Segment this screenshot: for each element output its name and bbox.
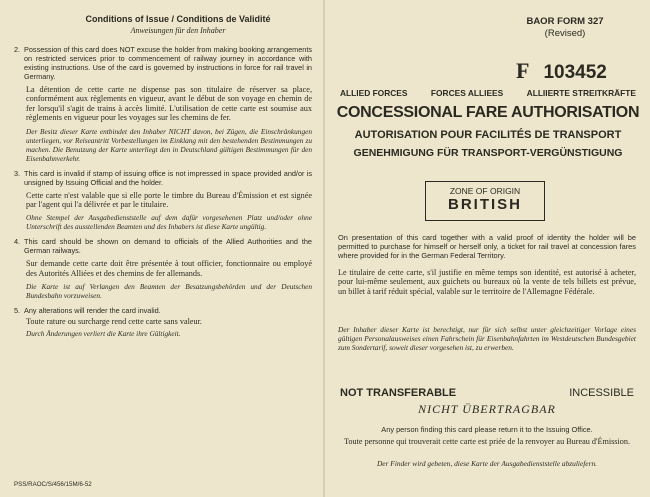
nicht-uebertragbar-de: NICHT ÜBERTRAGBAR bbox=[418, 402, 556, 416]
return-notice-de: Der Finder wird gebeten, diese Karte der Ausgabedienststelle abzuliefern. bbox=[376, 459, 598, 468]
forces-de: ALLIIERTE STREITKRÄFTE bbox=[526, 88, 636, 98]
conditions-subheading: Anweisungen für den Inhaber bbox=[130, 26, 226, 35]
form-name: BAOR FORM 327 bbox=[526, 16, 604, 27]
return-notice-en: Any person finding this card please return it to the Issuing Office. bbox=[381, 425, 593, 434]
return-notice-fr: Toute personne qui trouverait cette carte est priée de la renvoyer au Bureau d'Émission. bbox=[344, 437, 630, 446]
condition-text-fr: La détention de cette carte ne dispense pas son titulaire de réserver sa place, conformément aux règlements en vigueur, avant le début de son voyage en chemin de fer lorsqu'il s'agit de trains à accès limité. L'utilisation de cette carte est soumise aux règlements en vigueur pour les voyages sur les chemins de fer. bbox=[26, 85, 312, 123]
forces-row bbox=[340, 88, 636, 98]
fold-line bbox=[323, 0, 325, 497]
serial-number bbox=[516, 58, 607, 84]
authorisation-text-fr: Le titulaire de cette carte, s'il justifie en même temps son identité, est autorisé à acheter, pour lui-même seulement, aux guichets ou bureaux où la vente de tels billets est prévue, un billet à tarif réduit spécial, valable sur le territoire de l'Allemagne Fédérale. bbox=[338, 268, 636, 296]
forces-en: ALLIED FORCES bbox=[340, 88, 408, 98]
condition-text-de: Der Besitz dieser Karte entbindet den Inhaber NICHT davon, bei Zügen, die Einschränkungen unterliegen, vor Reiseantritt Vorbestellungen im Einklang mit den bestehenden Bestimmungen zu machen. Die Benutzung der Karte unterliegt den in Deutschland gültigen Bestimmungen für den Eisenbahnverkehr. bbox=[26, 126, 312, 163]
authorisation-text-en: On presentation of this card together with a valid proof of identity the holder will be permitted to purchase for himself or herself only, a ticket for rail travel at concession fares where provided for in the German Federal Territory. bbox=[338, 233, 636, 260]
condition-text-en: This card should be shown on demand to officials of the Allied Authorities and the German railways. bbox=[24, 237, 312, 256]
title-fr: AUTORISATION POUR FACILITÉS DE TRANSPORT bbox=[354, 129, 622, 141]
title-en: CONCESSIONAL FARE AUTHORISATION bbox=[336, 104, 640, 121]
print-code: PSS/RAOC/S/456/15M/6-52 bbox=[14, 481, 92, 488]
condition-text-de: Durch Änderungen verliert die Karte ihre Gültigkeit. bbox=[26, 328, 181, 338]
transfer-notice bbox=[338, 387, 636, 399]
condition-item-3 bbox=[14, 169, 312, 232]
condition-text-en: Possession of this card does NOT excuse the holder from making booking arrangements on restricted services prior to commencement of railway journey in accordance with existing instructions. Use of the card is governed by instructions in force for rail travel in Germany. bbox=[24, 45, 312, 81]
condition-text-fr: Toute rature ou surcharge rend cette carte sans valeur. bbox=[26, 317, 202, 327]
not-transferable-en: NOT TRANSFERABLE bbox=[340, 387, 457, 399]
serial-prefix: F bbox=[516, 58, 530, 83]
condition-text-de: Ohne Stempel der Ausgabedienststelle auf dem dafür vorgesehenen Platz und/oder ohne Unterschrift des ausstellenden Beamten und des Inhabers ist diese Karte ungültig. bbox=[26, 213, 312, 232]
condition-number: 5. bbox=[14, 306, 21, 316]
condition-item-2 bbox=[14, 45, 312, 163]
zone-of-origin-box bbox=[425, 181, 545, 221]
zone-label: ZONE OF ORIGIN bbox=[449, 186, 521, 196]
condition-text-fr: Cette carte n'est valable que si elle porte le timbre du Bureau d'Émission et est signée par l'agent qui l'a délivrée et par le titulaire. bbox=[26, 190, 312, 210]
incessible-fr: INCESSIBLE bbox=[569, 387, 634, 399]
conditions-heading: Conditions of Issue / Conditions de Validité bbox=[85, 14, 271, 24]
condition-item-4 bbox=[14, 237, 312, 300]
condition-text-de: Die Karte ist auf Verlangen den Beamten der Besatzungsbehörden und der Deutschen Bundesbahn vorzuweisen. bbox=[26, 282, 312, 301]
form-revised: (Revised) bbox=[544, 28, 586, 39]
condition-number: 4. bbox=[14, 237, 21, 247]
condition-number: 2. bbox=[14, 45, 21, 54]
condition-text-en: This card is invalid if stamp of issuing office is not impressed in space provided and/or is unsigned by Issuing Official and the holder. bbox=[24, 168, 312, 187]
form-number bbox=[495, 16, 635, 40]
authorisation-text-de: Der Inhaber dieser Karte ist berechtigt, nur für sich selbst unter gleichzeitiger Vorlage eines gültigen Personalausweises einen Fahrschein für Eisenbahnfahrten im Westdeutschen Bundesgebiet zum Sondertarif, soweit dieser vorgesehen ist, zu erwerben. bbox=[338, 325, 636, 352]
serial-digits: 103452 bbox=[543, 62, 607, 83]
condition-text-en: Any alterations will render the card invalid. bbox=[24, 306, 161, 316]
conditions-panel bbox=[14, 14, 312, 338]
forces-fr: FORCES ALLIEES bbox=[430, 88, 504, 98]
condition-item-5 bbox=[14, 306, 312, 337]
condition-text-fr: Sur demande cette carte doit être présentée à tout officier, fonctionnaire ou employé des Autorités Alliées et des chemins de fer allemands. bbox=[26, 259, 312, 278]
zone-value: BRITISH bbox=[448, 196, 522, 213]
condition-number: 3. bbox=[14, 168, 21, 178]
title-de: GENEHMIGUNG FÜR TRANSPORT-VERGÜNSTIGUNG bbox=[353, 147, 623, 159]
